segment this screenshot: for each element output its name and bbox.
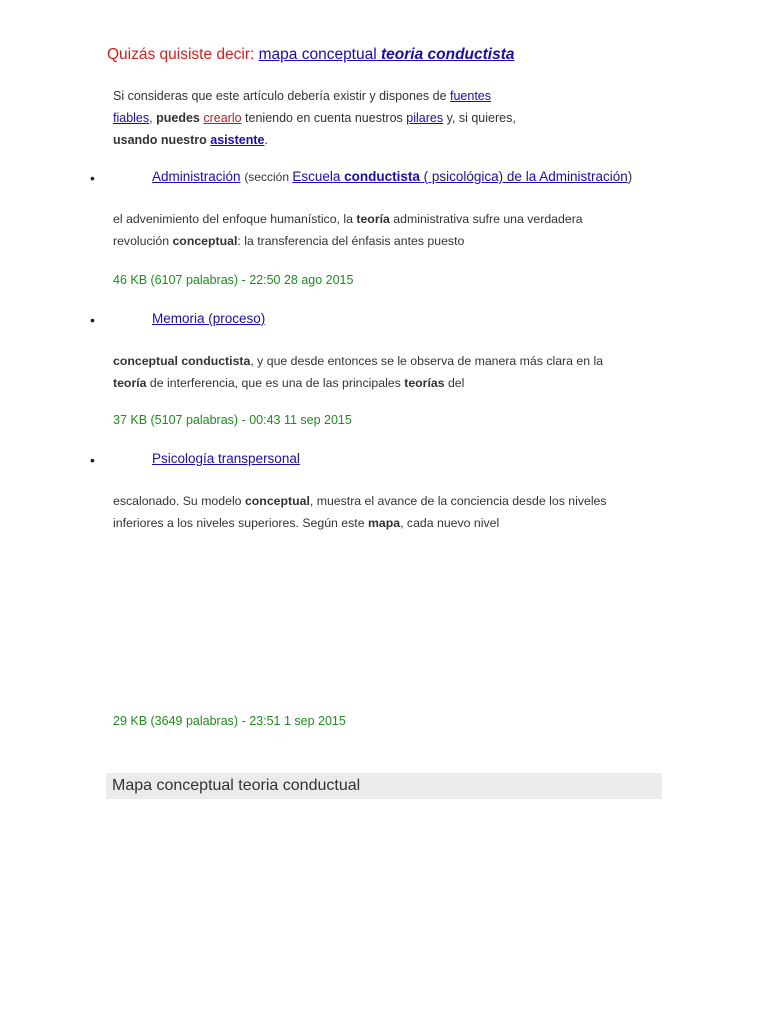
- search-result-title[interactable]: Psicología transpersonal: [152, 451, 300, 466]
- search-result-title-row: [152, 169, 632, 184]
- search-result-meta: 29 KB (3649 palabras) - 23:51 1 sep 2015: [113, 714, 346, 728]
- snippet-highlight: teorías: [404, 376, 445, 390]
- list-bullet: •: [90, 170, 95, 186]
- snippet-text: escalonado. Su modelo: [113, 494, 245, 508]
- section-suffix: ): [627, 169, 633, 184]
- search-result-meta: 46 KB (6107 palabras) - 22:50 28 ago 2015: [113, 273, 354, 287]
- search-result-title[interactable]: Memoria (proceso): [152, 311, 266, 326]
- did-you-mean-link-plain: mapa conceptual: [258, 46, 377, 63]
- snippet-highlight: conceptual conductista: [113, 354, 251, 368]
- snippet-text: de interferencia, que es una de las principales: [146, 376, 405, 390]
- create-article-notice: [113, 85, 533, 151]
- section-prefix: (sección: [244, 170, 293, 184]
- did-you-mean: [107, 46, 515, 64]
- search-result-title[interactable]: Administración: [152, 169, 241, 184]
- notice-bold: usando nuestro: [113, 133, 207, 147]
- create-it-link[interactable]: crearlo: [203, 111, 242, 125]
- section-link-bold: conductista: [344, 169, 420, 184]
- notice-text: Si consideras que este artículo debería existir y dispones de: [113, 89, 450, 103]
- snippet-highlight: conceptual: [244, 494, 310, 508]
- snippet-text: , muestra el avance de la conciencia desde los niveles inferiores a los niveles superiores. Según este: [113, 494, 607, 530]
- notice-text: teniendo en cuenta nuestros: [241, 111, 407, 125]
- snippet-highlight: teoría: [113, 376, 147, 390]
- section-link-text: ( psicológica) de la Administración: [419, 169, 628, 184]
- search-result-meta: 37 KB (5107 palabras) - 00:43 11 sep 2015: [113, 413, 352, 427]
- snippet-highlight: conceptual: [172, 234, 238, 248]
- snippet-text: del: [444, 376, 465, 390]
- did-you-mean-link-bold: teoria conductista: [381, 46, 515, 63]
- related-title-bar[interactable]: Mapa conceptual teoria conductual: [106, 773, 662, 799]
- snippet-highlight: teoría: [356, 212, 390, 226]
- list-bullet: •: [90, 452, 95, 468]
- snippet-highlight: mapa: [367, 516, 401, 530]
- reliable-sources-link[interactable]: fuentes fiables: [113, 89, 492, 125]
- snippet-text: , y que desde entonces se le observa de manera más clara en la: [250, 354, 604, 368]
- snippet-text: administrativa sufre una verdadera revolución: [113, 212, 583, 248]
- search-result-snippet: [113, 350, 613, 394]
- search-result-snippet: [113, 208, 583, 252]
- search-result-snippet: [113, 490, 638, 534]
- search-result-title-row: [152, 311, 265, 326]
- wizard-link[interactable]: asistente: [210, 133, 265, 147]
- snippet-text: : la transferencia del énfasis antes puesto: [237, 234, 465, 248]
- section-link-text: Escuela: [292, 169, 345, 184]
- notice-text: .: [264, 133, 268, 147]
- did-you-mean-link[interactable]: [259, 46, 515, 63]
- section-link[interactable]: [292, 169, 627, 184]
- search-result-title-row: [152, 451, 300, 466]
- snippet-text: el advenimiento del enfoque humanístico, la: [113, 212, 357, 226]
- did-you-mean-prefix: Quizás quisiste decir:: [107, 46, 255, 63]
- notice-text: ,: [149, 111, 157, 125]
- cut-off-text: [130, 748, 250, 756]
- notice-text: y, si quieres,: [443, 111, 516, 125]
- list-bullet: •: [90, 312, 95, 328]
- pillars-link[interactable]: pilares: [406, 111, 444, 125]
- snippet-text: , cada nuevo nivel: [400, 516, 500, 530]
- notice-bold: puedes: [156, 111, 200, 125]
